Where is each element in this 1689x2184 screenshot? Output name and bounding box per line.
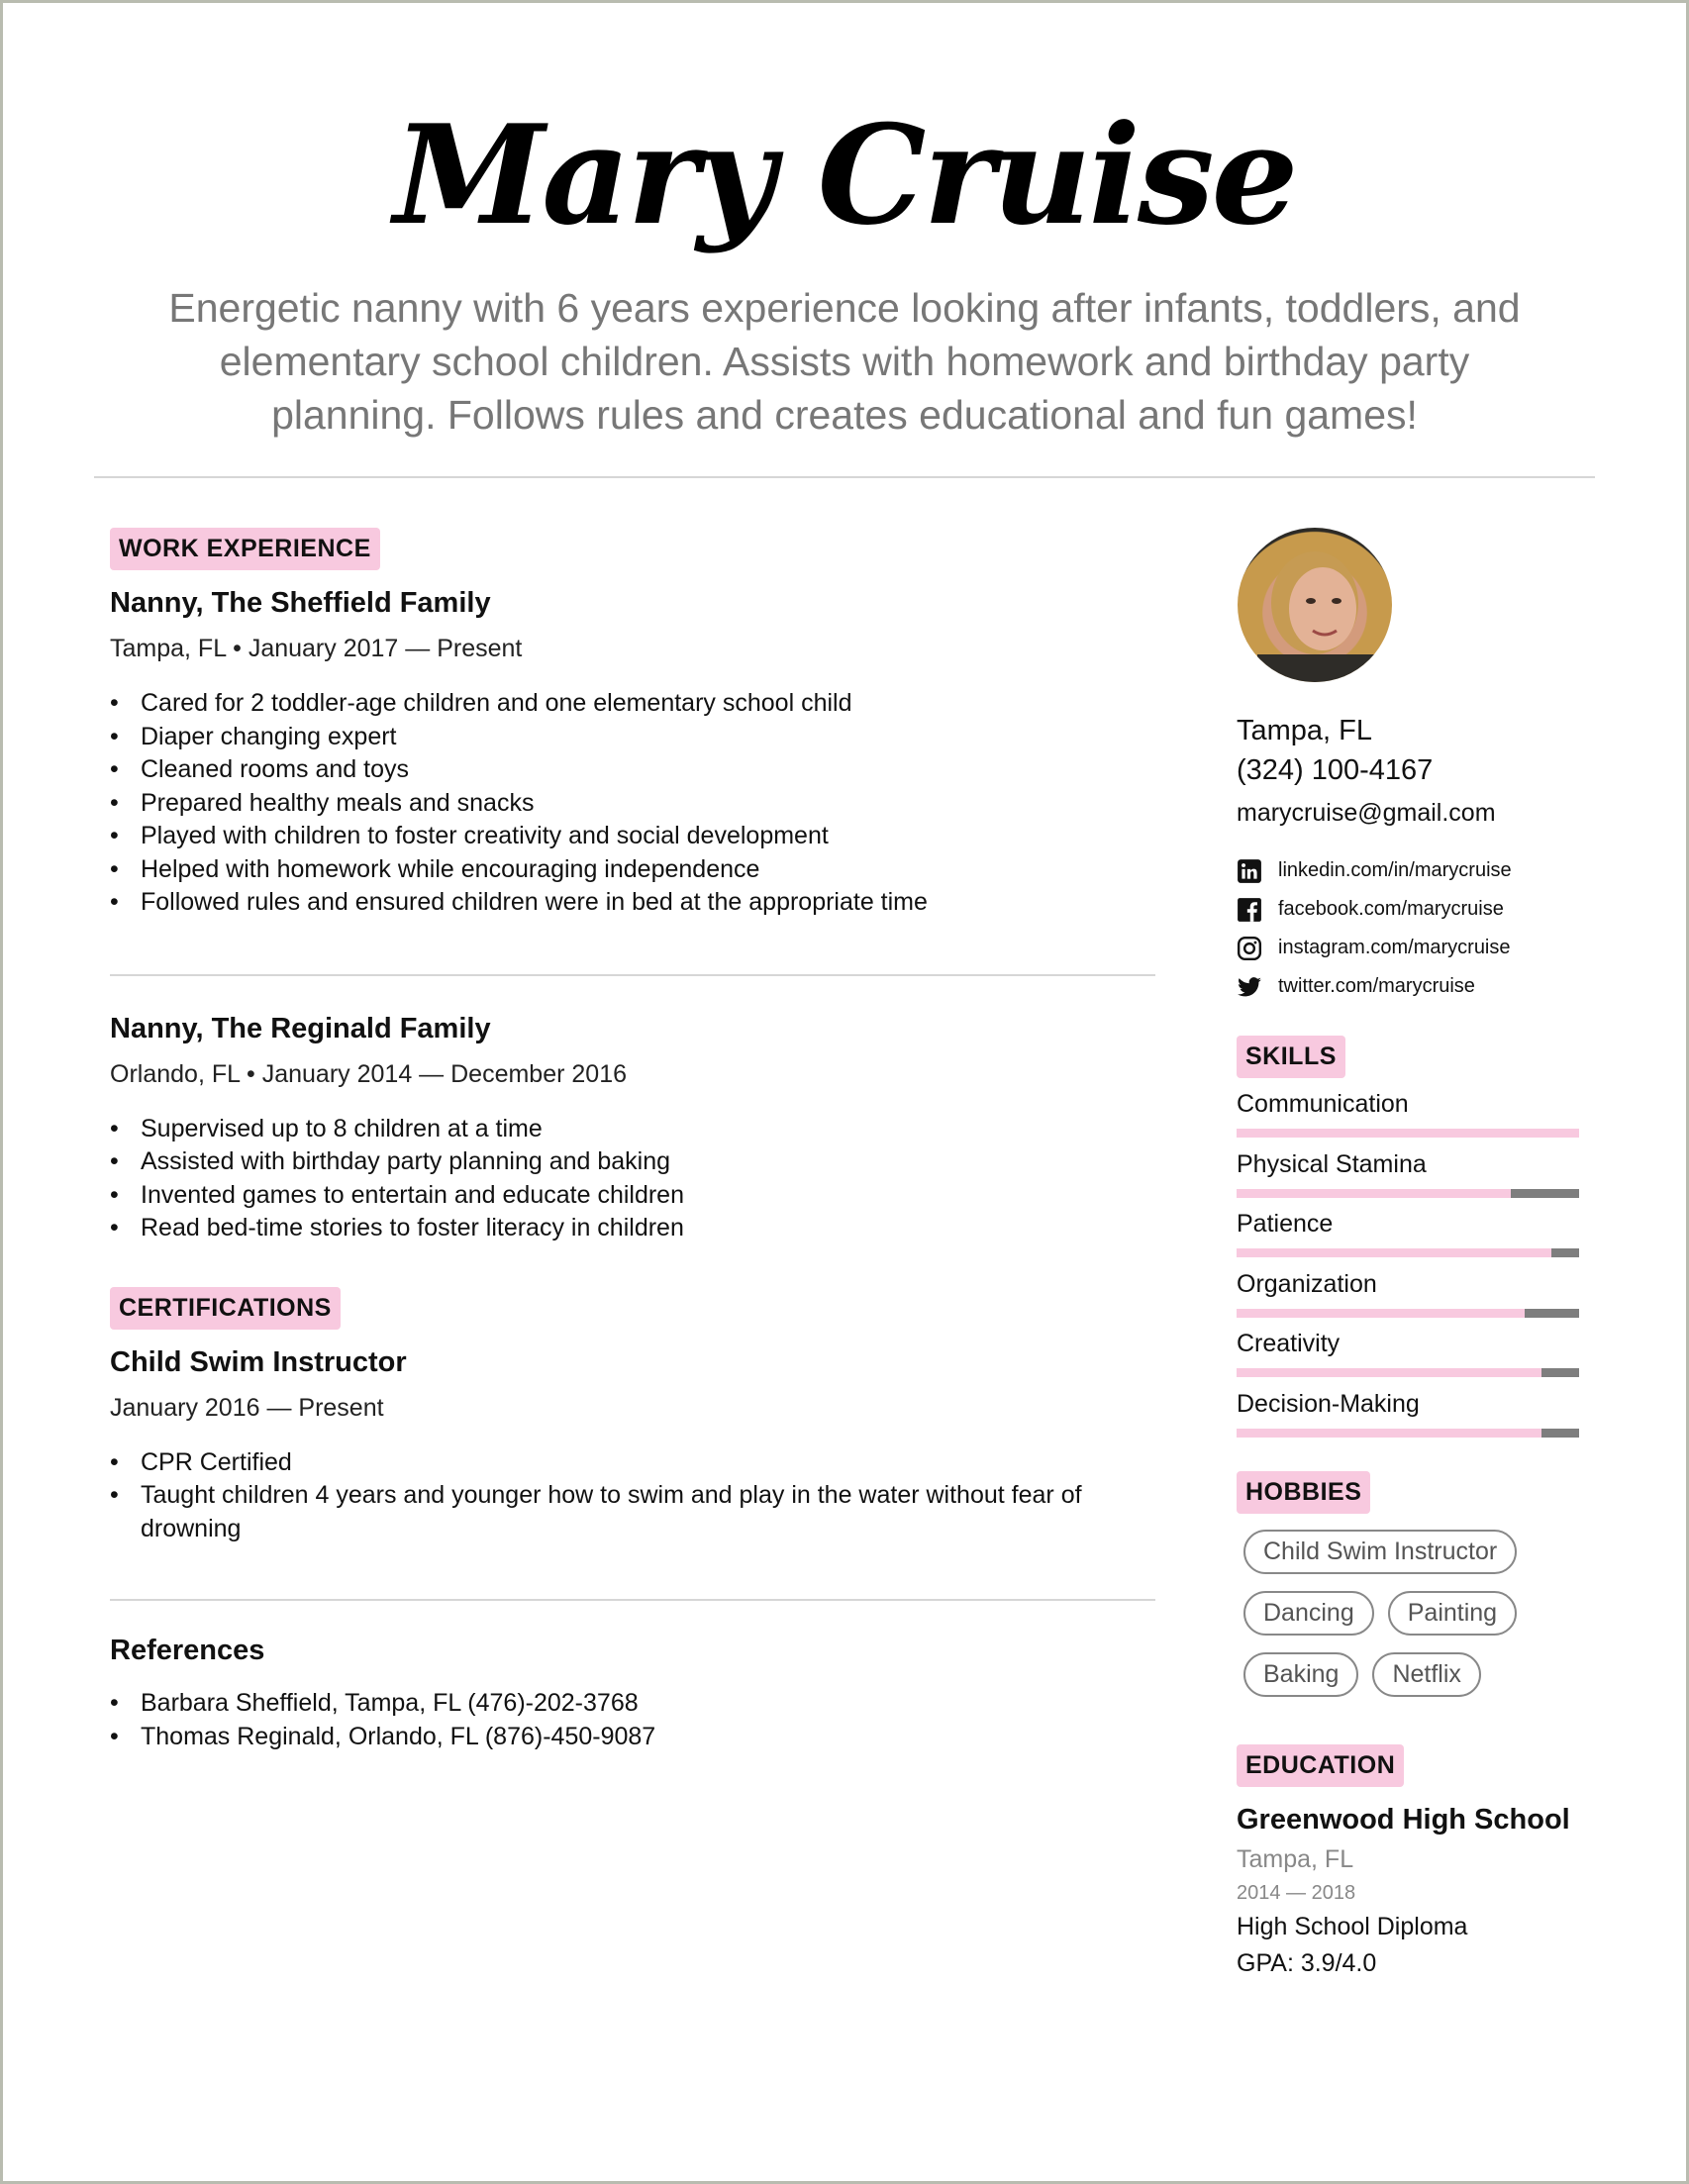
hobby-row — [1243, 1530, 1583, 1574]
social-link-text: twitter.com/marycruise — [1278, 975, 1475, 997]
skill-label: Patience — [1237, 1210, 1334, 1238]
social-links — [1237, 851, 1583, 1006]
instagram-icon — [1237, 936, 1262, 961]
social-link-text: instagram.com/marycruise — [1278, 937, 1511, 958]
section-heading: HOBBIES — [1237, 1471, 1370, 1514]
hobby-tag: Baking — [1243, 1652, 1358, 1697]
contact-block — [1237, 715, 1583, 828]
section-divider — [110, 1599, 1155, 1601]
skill-bar — [1237, 1429, 1579, 1438]
job-entry — [110, 587, 1155, 920]
skill-item — [1237, 1270, 1583, 1331]
list-item: • Cleaned rooms and toys — [110, 753, 1155, 787]
skill-bar — [1237, 1189, 1579, 1198]
list-item: • Barbara Sheffield, Tampa, FL (476)-202-3768 — [110, 1687, 1155, 1721]
list-item: • Followed rules and ensured children were in bed at the appropriate time — [110, 886, 1155, 920]
section-heading: EDUCATION — [1237, 1744, 1404, 1787]
social-link-facebook[interactable] — [1237, 890, 1583, 929]
skill-bar — [1237, 1129, 1579, 1138]
contact-phone: (324) 100-4167 — [1237, 754, 1434, 786]
hobbies-section — [1237, 1471, 1583, 1697]
skill-label: Communication — [1237, 1090, 1409, 1118]
references-heading: References — [110, 1635, 265, 1666]
section-divider — [110, 974, 1155, 976]
education-years: 2014 — 2018 — [1237, 1882, 1356, 1904]
skill-label: Creativity — [1237, 1330, 1341, 1357]
hobby-row — [1243, 1591, 1583, 1636]
section-heading: CERTIFICATIONS — [110, 1287, 341, 1330]
job-meta: Orlando, FL • January 2014 — December 2016 — [110, 1059, 627, 1088]
hobby-tag: Netflix — [1372, 1652, 1480, 1697]
list-item: • Helped with homework while encouraging independence — [110, 853, 1155, 887]
skill-item — [1237, 1090, 1583, 1150]
certification-title: Child Swim Instructor — [110, 1345, 407, 1378]
skill-bar-fill — [1237, 1129, 1579, 1138]
linkedin-icon — [1237, 858, 1262, 884]
list-item: • Thomas Reginald, Orlando, FL (876)-450-9087 — [110, 1721, 1155, 1754]
skill-bar-fill — [1237, 1429, 1541, 1438]
facebook-icon — [1237, 897, 1262, 923]
skill-label: Physical Stamina — [1237, 1149, 1427, 1178]
list-item: • Read bed-time stories to foster literacy in children — [110, 1212, 1155, 1245]
skill-bar-fill — [1237, 1368, 1541, 1377]
list-item: • Played with children to foster creativity and social development — [110, 820, 1155, 853]
list-item: • Diaper changing expert — [110, 721, 1155, 754]
avatar — [1238, 528, 1392, 682]
hobby-row — [1243, 1652, 1583, 1697]
references-list — [110, 1687, 1155, 1753]
work-experience-section — [110, 528, 1155, 1245]
certification-meta: January 2016 — Present — [110, 1393, 384, 1422]
job-title: Nanny, The Sheffield Family — [110, 587, 491, 619]
skill-bar-fill — [1237, 1189, 1511, 1198]
header-divider — [94, 476, 1595, 478]
contact-city: Tampa, FL — [1237, 715, 1372, 746]
education-degree: High School Diploma — [1237, 1913, 1468, 1940]
skill-item — [1237, 1330, 1583, 1390]
section-heading: WORK EXPERIENCE — [110, 528, 380, 570]
skill-item — [1237, 1390, 1583, 1450]
list-item: • Supervised up to 8 children at a time — [110, 1113, 1155, 1146]
skill-bar — [1237, 1368, 1579, 1377]
job-title: Nanny, The Reginald Family — [110, 1012, 491, 1044]
certifications-section — [110, 1287, 1155, 1546]
right-column — [1237, 528, 1583, 1978]
summary: Energetic nanny with 6 years experience looking after infants, toddlers, and elementary school children. Assists with homework and birthday party planning. Follows rules and creates educational and fun games! — [168, 285, 1521, 438]
skill-item — [1237, 1150, 1583, 1211]
skills-section — [1237, 1036, 1583, 1449]
job-bullets — [110, 687, 1155, 920]
skill-label: Decision-Making — [1237, 1389, 1420, 1418]
education-section — [1237, 1744, 1583, 1978]
section-heading: SKILLS — [1237, 1036, 1345, 1078]
hobby-tag: Child Swim Instructor — [1243, 1530, 1517, 1574]
list-item: • Taught children 4 years and younger how to swim and play in the water without fear of drowning — [110, 1479, 1120, 1545]
job-meta: Tampa, FL • January 2017 — Present — [110, 635, 523, 662]
hobby-tag: Painting — [1388, 1591, 1517, 1636]
list-item: • Prepared healthy meals and snacks — [110, 787, 1155, 821]
references-section — [110, 1635, 1155, 1753]
skill-bar — [1237, 1309, 1579, 1318]
list-item: • Assisted with birthday party planning and baking — [110, 1145, 1155, 1179]
skill-item — [1237, 1210, 1583, 1270]
hobby-tags — [1237, 1530, 1583, 1697]
education-school: Greenwood High School — [1237, 1804, 1570, 1836]
candidate-name: Mary Cruise — [393, 94, 1296, 255]
social-link-text: linkedin.com/in/marycruise — [1278, 859, 1512, 881]
contact-email[interactable]: marycruise@gmail.com — [1237, 799, 1496, 827]
portrait-photo — [1238, 528, 1392, 682]
education-location: Tampa, FL — [1237, 1845, 1354, 1873]
social-link-text: facebook.com/marycruise — [1278, 898, 1504, 920]
skill-list — [1237, 1090, 1583, 1449]
list-item: • Invented games to entertain and educate children — [110, 1179, 1155, 1213]
social-link-twitter[interactable] — [1237, 967, 1583, 1006]
twitter-icon — [1237, 974, 1262, 1000]
list-item: • CPR Certified — [110, 1446, 1120, 1480]
skill-bar — [1237, 1248, 1579, 1257]
job-bullets — [110, 1113, 1155, 1245]
skill-label: Organization — [1237, 1269, 1377, 1298]
hobby-tag: Dancing — [1243, 1591, 1374, 1636]
skill-bar-fill — [1237, 1248, 1551, 1257]
left-column — [110, 528, 1155, 1753]
list-item: • Cared for 2 toddler-age children and one elementary school child — [110, 687, 1155, 721]
certification-bullets — [110, 1446, 1120, 1546]
social-link-linkedin[interactable] — [1237, 851, 1583, 890]
job-entry — [110, 1013, 1155, 1245]
social-link-instagram[interactable] — [1237, 929, 1583, 967]
education-gpa: GPA: 3.9/4.0 — [1237, 1949, 1377, 1977]
skill-bar-fill — [1237, 1309, 1525, 1318]
